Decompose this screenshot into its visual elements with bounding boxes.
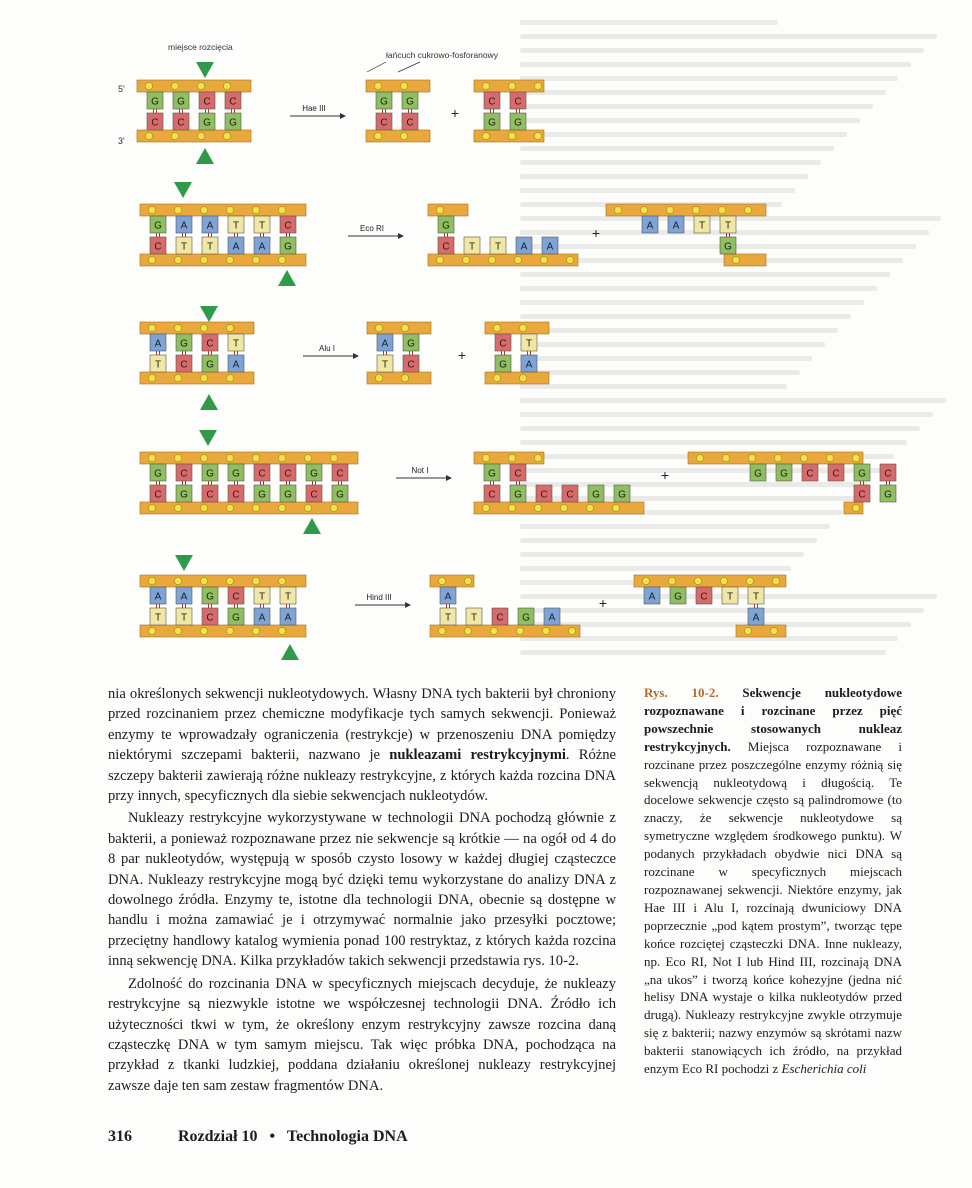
top-base-letter: G [151, 96, 159, 108]
phosphate [464, 577, 471, 584]
phosphate [148, 206, 155, 213]
page-footer [108, 1128, 408, 1146]
top-strand [634, 575, 786, 587]
top-base-letter: G [310, 468, 318, 480]
chapter-label: Rozdział 10 [178, 1128, 258, 1145]
plus-sign: + [450, 105, 460, 121]
bottom-base-letter: C [442, 241, 450, 253]
bottom-strand [430, 625, 580, 637]
phosphate [200, 374, 207, 381]
bottom-base-letter: G [180, 489, 188, 501]
cut-site-label: miejsce rozcięcia [168, 42, 233, 52]
phosphate [464, 627, 471, 634]
phosphate [148, 577, 155, 584]
phosphate [566, 256, 573, 263]
top-base-letter: G [407, 338, 415, 350]
phosphate [542, 627, 549, 634]
top-base-letter: A [672, 220, 680, 232]
phosphate [223, 132, 230, 139]
phosphate [226, 256, 233, 263]
phosphate [145, 132, 152, 139]
phosphate [482, 82, 489, 89]
arrow-head-icon [446, 475, 452, 481]
arrow-head-icon [398, 233, 404, 239]
phosphate [174, 206, 181, 213]
bottom-base-letter: C [177, 117, 185, 129]
key-term: nukleazami restrykcyjnymi [389, 747, 566, 764]
phosphate [774, 454, 781, 461]
top-base-letter: A [381, 338, 389, 350]
phosphate [401, 374, 408, 381]
bottom-base-letter: T [154, 359, 162, 371]
bottom-base-letter: A [258, 612, 266, 624]
phosphate [490, 627, 497, 634]
top-base-letter: G [858, 468, 866, 480]
bottom-base-letter: C [154, 489, 162, 501]
phosphate [692, 206, 699, 213]
phosphate [852, 504, 859, 511]
bottom-base-letter: T [180, 612, 188, 624]
phosphate [534, 82, 541, 89]
bottom-strand [736, 625, 786, 637]
bottom-base-letter: T [494, 241, 502, 253]
phosphate [148, 256, 155, 263]
top-base-letter: T [232, 220, 240, 232]
phosphate [400, 82, 407, 89]
bottom-base-letter: G [284, 241, 292, 253]
top-base-letter: C [806, 468, 814, 480]
top-base-letter: C [203, 96, 211, 108]
body-text [108, 684, 616, 1096]
top-base-letter: T [724, 220, 732, 232]
top-base-letter: C [232, 591, 240, 603]
bottom-base-letter: C [858, 489, 866, 501]
bottom-strand [137, 130, 251, 142]
phosphate [438, 577, 445, 584]
phosphate [493, 324, 500, 331]
enzyme-name: Hae III [302, 104, 326, 113]
phosphate [746, 577, 753, 584]
bottom-base-letter: T [444, 612, 452, 624]
cut-marker-icon [200, 306, 218, 322]
phosphate [330, 454, 337, 461]
phosphate [534, 454, 541, 461]
page-number: 316 [108, 1128, 132, 1145]
top-base-letter: C [284, 468, 292, 480]
top-base-letter: G [206, 468, 214, 480]
phosphate [534, 504, 541, 511]
phosphate [826, 454, 833, 461]
top-base-letter: G [180, 338, 188, 350]
phosphate [252, 256, 259, 263]
phosphate [200, 324, 207, 331]
bottom-base-letter: T [468, 241, 476, 253]
phosphate [252, 627, 259, 634]
cut-marker-icon [175, 555, 193, 571]
plus-sign: + [598, 595, 608, 611]
bottom-base-letter: C [406, 117, 414, 129]
phosphate [374, 82, 381, 89]
phosphate [226, 374, 233, 381]
enzyme-name: Hind III [366, 593, 392, 602]
phosphate [375, 374, 382, 381]
top-base-letter: G [380, 96, 388, 108]
three-prime-label: 3' [118, 136, 125, 146]
bottom-base-letter: G [514, 489, 522, 501]
phosphate [278, 504, 285, 511]
figure-caption [644, 684, 902, 1078]
phosphate [148, 504, 155, 511]
top-base-letter: C [514, 468, 522, 480]
top-base-letter: G [154, 468, 162, 480]
top-strand [140, 322, 254, 334]
top-base-letter: G [177, 96, 185, 108]
top-base-letter: G [406, 96, 414, 108]
paragraph-1-start: nia określonych sekwencji nukleotydowych. Własny DNA tych bakterii był chroniony przed rozcinaniem przez chemiczne modyfikacje tych samych sekwencji. Ponieważ enzymy te wprowadzały ograniczenia (restrykcje) w przenoszeniu DNA pomiędzy niektórymi szczepami bakterii, nazwano je [108, 686, 616, 764]
top-base-letter: C [832, 468, 840, 480]
top-base-letter: C [514, 96, 522, 108]
paragraph-1-end: . Różne szczepy bakterii zawierają różne nukleazy restrykcyjne, z których każda rozcina DNA przy innych, specyficznych dla siebie sekwencjach nukleotydów. [108, 747, 616, 805]
phosphate [278, 627, 285, 634]
cut-marker-icon [199, 430, 217, 446]
cut-marker-icon [196, 62, 214, 78]
phosphate [226, 504, 233, 511]
phosphate [200, 206, 207, 213]
phosphate [612, 504, 619, 511]
bottom-base-letter: A [546, 241, 554, 253]
bottom-base-letter: G [206, 359, 214, 371]
bottom-base-letter: C [206, 489, 214, 501]
plus-sign: + [591, 225, 601, 241]
bottom-base-letter: G [229, 117, 237, 129]
phosphate [174, 256, 181, 263]
footer-bullet: • [269, 1128, 276, 1145]
top-strand [428, 204, 468, 216]
top-base-letter: T [726, 591, 734, 603]
phosphate [174, 324, 181, 331]
top-base-letter: G [154, 220, 162, 232]
bottom-base-letter: C [496, 612, 504, 624]
phosphate [200, 256, 207, 263]
phosphate [436, 256, 443, 263]
phosphate [226, 577, 233, 584]
top-base-letter: A [648, 591, 656, 603]
phosphate [482, 504, 489, 511]
plus-sign: + [457, 347, 467, 363]
phosphate [568, 627, 575, 634]
phosphate [148, 324, 155, 331]
top-base-letter: C [884, 468, 892, 480]
arrow-head-icon [340, 113, 346, 119]
bottom-base-letter: T [180, 241, 188, 253]
top-base-letter: G [232, 468, 240, 480]
top-base-letter: A [206, 220, 214, 232]
phosphate [519, 374, 526, 381]
bottom-base-letter: G [724, 241, 732, 253]
phosphate [488, 256, 495, 263]
five-prime-label: 5' [118, 84, 125, 94]
phosphate [800, 454, 807, 461]
phosphate [744, 206, 751, 213]
phosphate [278, 577, 285, 584]
caption-title: Sekwencje nukleotydowe rozpoznawane i rozcinane przez pięć powszechnie stosowanych nukleaz restrykcyjnych. [644, 685, 902, 754]
backbone-label-leader [398, 62, 420, 72]
bottom-base-letter: T [470, 612, 478, 624]
caption-text: Miejsca rozpoznawane i rozcinane przez poszczególne enzymy różnią się sekwencją nukleotydową i długością. Te docelowe sekwencje często są palindromowe (to znaczy, że sekwencje nukleotydowe są symetryczne względem środkowego punktu). W podanych przykładach obydwie nici DNA są rozcinane w specyficznych miejscach rozpoznawanej sekwencji. Niektóre enzymy, jak Hae III i Alu I, rozcinają dwuniciowy DNA poprzecznie „pod kątem prostym”, tworząc tępe końce rozciętej cząsteczki DNA. Inne nukleazy, np. Eco RI, Not I lub Hind III, rozcinają DNA „na ukos” i tworzą końce kohezyjne (jedna nić helisy DNA wystaje o kilka nukleotydów przed drugą). Nukleazy restrykcyjne zwykle otrzymuje się z bakterii; nazwy enzymów są skrótami nazw bakterii stanowiących ich źródło, na przykład enzym Eco RI pochodzi z [644, 738, 902, 1077]
bottom-base-letter: G [514, 117, 522, 129]
phosphate [226, 206, 233, 213]
bottom-strand [140, 372, 254, 384]
phosphate [174, 454, 181, 461]
phosphate [508, 504, 515, 511]
phosphate [148, 454, 155, 461]
arrow-head-icon [353, 353, 359, 359]
top-base-letter: A [154, 591, 162, 603]
phosphate [732, 256, 739, 263]
top-base-letter: C [180, 468, 188, 480]
paragraph-3: Zdolność do rozcinania DNA w specyficznych miejscach decyduje, że nukleazy restrykcyjne są niezwykle istotne we współczesnej technologii DNA. Źródło ich użyteczności tkwi w tym, że określony enzym restrykcyjny zawsze rozcina daną cząsteczkę DNA w tym samym miejscu. Tak więc próbka DNA, pochodząca na przykład z tkanki ludzkiej, poddana działaniu określonej nukleazy restrykcyjnej zawsze daje ten sam zestaw fragmentów DNA. [108, 975, 616, 1094]
phosphate [400, 132, 407, 139]
top-strand [606, 204, 766, 216]
top-base-letter: C [258, 468, 266, 480]
phosphate [540, 256, 547, 263]
phosphate [171, 132, 178, 139]
top-strand [140, 452, 358, 464]
cut-marker-icon [174, 182, 192, 198]
phosphate [223, 82, 230, 89]
phosphate [174, 374, 181, 381]
phosphate [720, 577, 727, 584]
phosphate [516, 627, 523, 634]
phosphate [174, 577, 181, 584]
top-base-letter: C [499, 338, 507, 350]
phosphate [200, 627, 207, 634]
bottom-base-letter: A [232, 241, 240, 253]
bottom-base-letter: G [284, 489, 292, 501]
phosphate [401, 324, 408, 331]
phosphate [226, 324, 233, 331]
top-base-letter: A [444, 591, 452, 603]
plus-sign: + [660, 467, 670, 483]
phosphate [252, 504, 259, 511]
paragraph-2: Nukleazy restrykcyjne wykorzystywane w technologii DNA pochodzą głównie z bakterii, a ponieważ rozpoznawane przez nie sekwencje są krótkie — na ogół od 4 do 8 par nukleotydów, występują w sposób czysto losowy w każdej długiej cząsteczce DNA. Nukleazy restrykcyjne mogą być dzięki temu wykorzystane do analizy DNA z dowolnego źródła. Enzymy te, istotne dla technologii DNA, obecnie są dostępne w handlu i można zamawiać je i otrzymywać normalnie jako przesyłki pocztowe; przeciętny handlowy katalog wymienia ponad 100 restryktaz, z których każda rozcina inną sekwencję DNA. Kilka przykładów takich sekwencji przedstawia rys. 10-2. [108, 810, 616, 970]
phosphate [304, 504, 311, 511]
bottom-base-letter: G [592, 489, 600, 501]
bottom-base-letter: A [284, 612, 292, 624]
top-base-letter: C [206, 338, 214, 350]
bottom-base-letter: A [752, 612, 760, 624]
top-base-letter: T [258, 591, 266, 603]
phosphate [586, 504, 593, 511]
phosphate [722, 454, 729, 461]
cut-marker-icon [303, 518, 321, 534]
bottom-base-letter: C [180, 359, 188, 371]
phosphate [148, 374, 155, 381]
top-base-letter: C [284, 220, 292, 232]
phosphate [614, 206, 621, 213]
phosphate [375, 324, 382, 331]
top-base-letter: T [525, 338, 533, 350]
top-base-letter: A [646, 220, 654, 232]
bottom-base-letter: C [206, 612, 214, 624]
backbone-label-leader [367, 62, 386, 72]
bottom-base-letter: A [525, 359, 533, 371]
phosphate [226, 627, 233, 634]
phosphate [278, 454, 285, 461]
phosphate [436, 206, 443, 213]
bottom-base-letter: G [522, 612, 530, 624]
top-base-letter: C [229, 96, 237, 108]
bottom-base-letter: G [499, 359, 507, 371]
top-base-letter: T [752, 591, 760, 603]
bottom-base-letter: C [488, 489, 496, 501]
cut-marker-icon [278, 270, 296, 286]
phosphate [640, 206, 647, 213]
bottom-base-letter: C [151, 117, 159, 129]
enzyme-name: Eco RI [359, 224, 385, 233]
top-base-letter: T [258, 220, 266, 232]
bottom-base-letter: C [232, 489, 240, 501]
bottom-strand [724, 254, 766, 266]
phosphate [462, 256, 469, 263]
phosphate [508, 132, 515, 139]
caption-number: Rys. 10-2. [644, 685, 719, 700]
phosphate [197, 82, 204, 89]
phosphate [508, 454, 515, 461]
bottom-base-letter: A [548, 612, 556, 624]
phosphate [278, 206, 285, 213]
bottom-base-letter: C [154, 241, 162, 253]
bottom-base-letter: G [203, 117, 211, 129]
phosphate [252, 577, 259, 584]
bottom-base-letter: A [258, 241, 266, 253]
chapter-title: Technologia DNA [286, 1128, 408, 1145]
phosphate [304, 454, 311, 461]
phosphate [493, 374, 500, 381]
phosphate [508, 82, 515, 89]
top-base-letter: T [698, 220, 706, 232]
cut-marker-icon [196, 148, 214, 164]
bottom-base-letter: T [206, 241, 214, 253]
top-base-letter: G [674, 591, 682, 603]
phosphate [174, 627, 181, 634]
bottom-base-letter: G [618, 489, 626, 501]
top-base-letter: G [780, 468, 788, 480]
bottom-base-letter: G [488, 117, 496, 129]
bottom-base-letter: A [232, 359, 240, 371]
phosphate [666, 206, 673, 213]
phosphate [374, 132, 381, 139]
bottom-base-letter: T [154, 612, 162, 624]
bottom-base-letter: C [310, 489, 318, 501]
top-strand [137, 80, 251, 92]
phosphate [226, 454, 233, 461]
phosphate [252, 454, 259, 461]
enzyme-name: Not I [411, 466, 429, 475]
phosphate [145, 82, 152, 89]
phosphate [174, 504, 181, 511]
paragraph-1 [108, 684, 616, 806]
phosphate [200, 504, 207, 511]
phosphate [278, 256, 285, 263]
phosphate [482, 132, 489, 139]
bottom-strand [428, 254, 578, 266]
top-base-letter: T [232, 338, 240, 350]
phosphate [519, 324, 526, 331]
top-base-letter: C [700, 591, 708, 603]
phosphate [330, 504, 337, 511]
top-base-letter: T [284, 591, 292, 603]
phosphate [560, 504, 567, 511]
backbone-label: łańcuch cukrowo-fosforanowy [386, 50, 498, 60]
top-base-letter: A [154, 338, 162, 350]
bottom-base-letter: G [258, 489, 266, 501]
phosphate [770, 627, 777, 634]
bottom-base-letter: G [336, 489, 344, 501]
top-base-letter: C [336, 468, 344, 480]
phosphate [718, 206, 725, 213]
bottom-base-letter: T [381, 359, 389, 371]
phosphate [852, 454, 859, 461]
phosphate [514, 256, 521, 263]
phosphate [171, 82, 178, 89]
phosphate [197, 132, 204, 139]
top-base-letter: A [180, 220, 188, 232]
phosphate [668, 577, 675, 584]
phosphate [200, 454, 207, 461]
top-base-letter: G [206, 591, 214, 603]
bottom-strand [140, 502, 358, 514]
bottom-base-letter: C [540, 489, 548, 501]
bottom-base-letter: C [407, 359, 415, 371]
phosphate [744, 627, 751, 634]
phosphate [772, 577, 779, 584]
bottom-base-letter: C [566, 489, 574, 501]
cut-marker-icon [281, 644, 299, 660]
caption-organism: Escherichia coli [781, 1061, 867, 1077]
phosphate [696, 454, 703, 461]
top-base-letter: C [488, 96, 496, 108]
bottom-base-letter: A [520, 241, 528, 253]
phosphate [252, 206, 259, 213]
phosphate [482, 454, 489, 461]
phosphate [438, 627, 445, 634]
bottom-base-letter: G [232, 612, 240, 624]
bottom-base-letter: C [380, 117, 388, 129]
top-base-letter: G [442, 220, 450, 232]
phosphate [148, 627, 155, 634]
top-base-letter: G [754, 468, 762, 480]
bottom-base-letter: G [884, 489, 892, 501]
arrow-head-icon [405, 602, 411, 608]
cut-marker-icon [200, 394, 218, 410]
phosphate [642, 577, 649, 584]
top-base-letter: A [180, 591, 188, 603]
phosphate [694, 577, 701, 584]
top-base-letter: G [488, 468, 496, 480]
phosphate [748, 454, 755, 461]
phosphate [534, 132, 541, 139]
enzyme-name: Alu I [318, 344, 336, 353]
phosphate [200, 577, 207, 584]
